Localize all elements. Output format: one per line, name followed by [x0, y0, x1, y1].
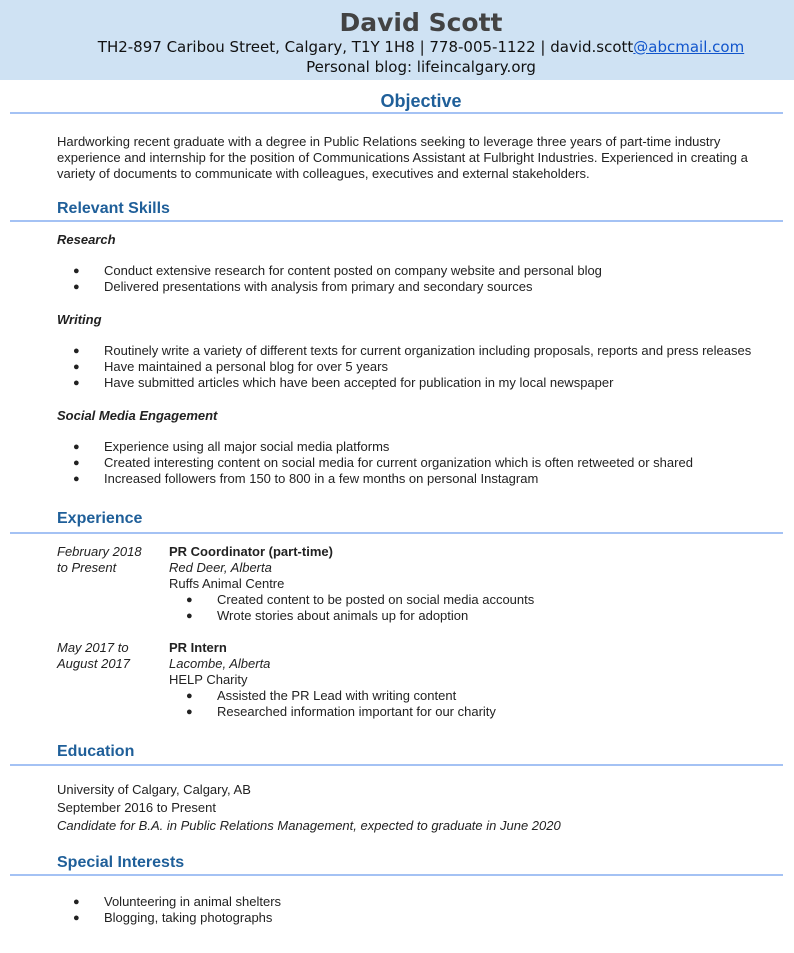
skill-item: Delivered presentations with analysis from primary and secondary sources	[104, 279, 533, 294]
job-duty: Assisted the PR Lead with writing content	[217, 688, 457, 703]
bullet-icon: ●	[73, 457, 80, 469]
experience-heading: Experience	[57, 510, 143, 527]
list-item	[0, 375, 794, 391]
bullet-icon: ●	[186, 610, 193, 622]
list-item	[0, 592, 794, 608]
bullet-icon: ●	[186, 690, 193, 702]
section-divider	[10, 112, 783, 114]
job-duties	[0, 688, 794, 720]
bullet-icon: ●	[186, 706, 193, 718]
section-divider	[10, 220, 783, 222]
skill-group-title: Social Media Engagement	[57, 408, 218, 423]
job-location: Lacombe, Alberta	[169, 656, 271, 671]
job-duty: Researched information important for our charity	[217, 704, 496, 719]
bullet-icon: ●	[73, 473, 80, 485]
skill-list-writing	[0, 343, 794, 391]
job-title: PR Coordinator (part-time)	[169, 544, 333, 559]
skill-group-title: Research	[57, 232, 116, 247]
job-duty: Created content to be posted on social media accounts	[217, 592, 535, 607]
job-duty: Wrote stories about animals up for adoption	[217, 608, 469, 623]
list-item	[0, 263, 794, 279]
education-dates: September 2016 to Present	[57, 800, 216, 815]
objective-text: Hardworking recent graduate with a degree in Public Relations seeking to leverage three years of part-time industry experience and internship for the position of Communications Assistant at Fulbright Industries. Experienced in creating a variety of documents to communicate with colleagues, executives and external stakeholders.	[57, 134, 748, 181]
bullet-icon: ●	[73, 441, 80, 453]
list-item	[0, 704, 794, 720]
list-item	[0, 910, 794, 926]
job-title: PR Intern	[169, 640, 227, 655]
skill-item: Created interesting content on social media for current organization which is often retweeted or shared	[104, 455, 693, 470]
contact-text: TH2-897 Caribou Street, Calgary, T1Y 1H8 | 778-005-1122 | david.scott	[97, 38, 634, 56]
skill-item: Routinely write a variety of different texts for current organization including proposals, reports and press releases	[104, 343, 752, 358]
list-item	[0, 608, 794, 624]
job-date-start: May 2017 to	[57, 640, 129, 655]
skill-item: Have maintained a personal blog for over 5 years	[104, 359, 388, 374]
resume-header	[0, 0, 794, 80]
skill-list-social	[0, 439, 794, 487]
bullet-icon: ●	[73, 265, 80, 277]
section-divider	[10, 764, 783, 766]
list-item	[0, 455, 794, 471]
skill-item: Increased followers from 150 to 800 in a few months on personal Instagram	[104, 471, 539, 486]
skill-list-research	[0, 263, 794, 295]
interests-heading: Special Interests	[57, 854, 185, 871]
bullet-icon: ●	[73, 281, 80, 293]
objective-heading: Objective	[380, 91, 462, 111]
list-item	[0, 894, 794, 910]
email-link[interactable]: @abcmail.com	[633, 38, 745, 56]
bullet-icon: ●	[73, 345, 80, 357]
education-heading: Education	[57, 743, 135, 760]
list-item	[0, 439, 794, 455]
job-date-start: February 2018	[57, 544, 142, 559]
job-organization: Ruffs Animal Centre	[169, 576, 285, 591]
skill-group-title: Writing	[57, 312, 102, 327]
list-item	[0, 359, 794, 375]
list-item	[0, 471, 794, 487]
contact-line	[0, 37, 794, 57]
skill-item: Conduct extensive research for content posted on company website and personal blog	[104, 263, 602, 278]
list-item	[0, 688, 794, 704]
job-location: Red Deer, Alberta	[169, 560, 272, 575]
list-item	[0, 279, 794, 295]
skill-item: Have submitted articles which have been accepted for publication in my local newspaper	[104, 375, 614, 390]
candidate-name: David Scott	[339, 8, 503, 37]
bullet-icon: ●	[186, 594, 193, 606]
bullet-icon: ●	[73, 912, 80, 924]
job-date-end: August 2017	[57, 656, 131, 671]
interest-item: Blogging, taking photographs	[104, 910, 273, 925]
job-duties	[0, 592, 794, 624]
degree-info: Candidate for B.A. in Public Relations Management, expected to graduate in June 2020	[57, 818, 561, 833]
bullet-icon: ●	[73, 377, 80, 389]
job-organization: HELP Charity	[169, 672, 248, 687]
bullet-icon: ●	[73, 361, 80, 373]
job-date-end: to Present	[57, 560, 117, 575]
list-item	[0, 343, 794, 359]
section-divider	[10, 532, 783, 534]
blog-line: Personal blog: lifeincalgary.org	[306, 58, 536, 76]
interests-list	[0, 894, 794, 926]
skill-item: Experience using all major social media platforms	[104, 439, 390, 454]
bullet-icon: ●	[73, 896, 80, 908]
school-name: University of Calgary, Calgary, AB	[57, 782, 251, 797]
skills-heading: Relevant Skills	[57, 200, 170, 217]
interest-item: Volunteering in animal shelters	[104, 894, 282, 909]
section-divider	[10, 874, 783, 876]
